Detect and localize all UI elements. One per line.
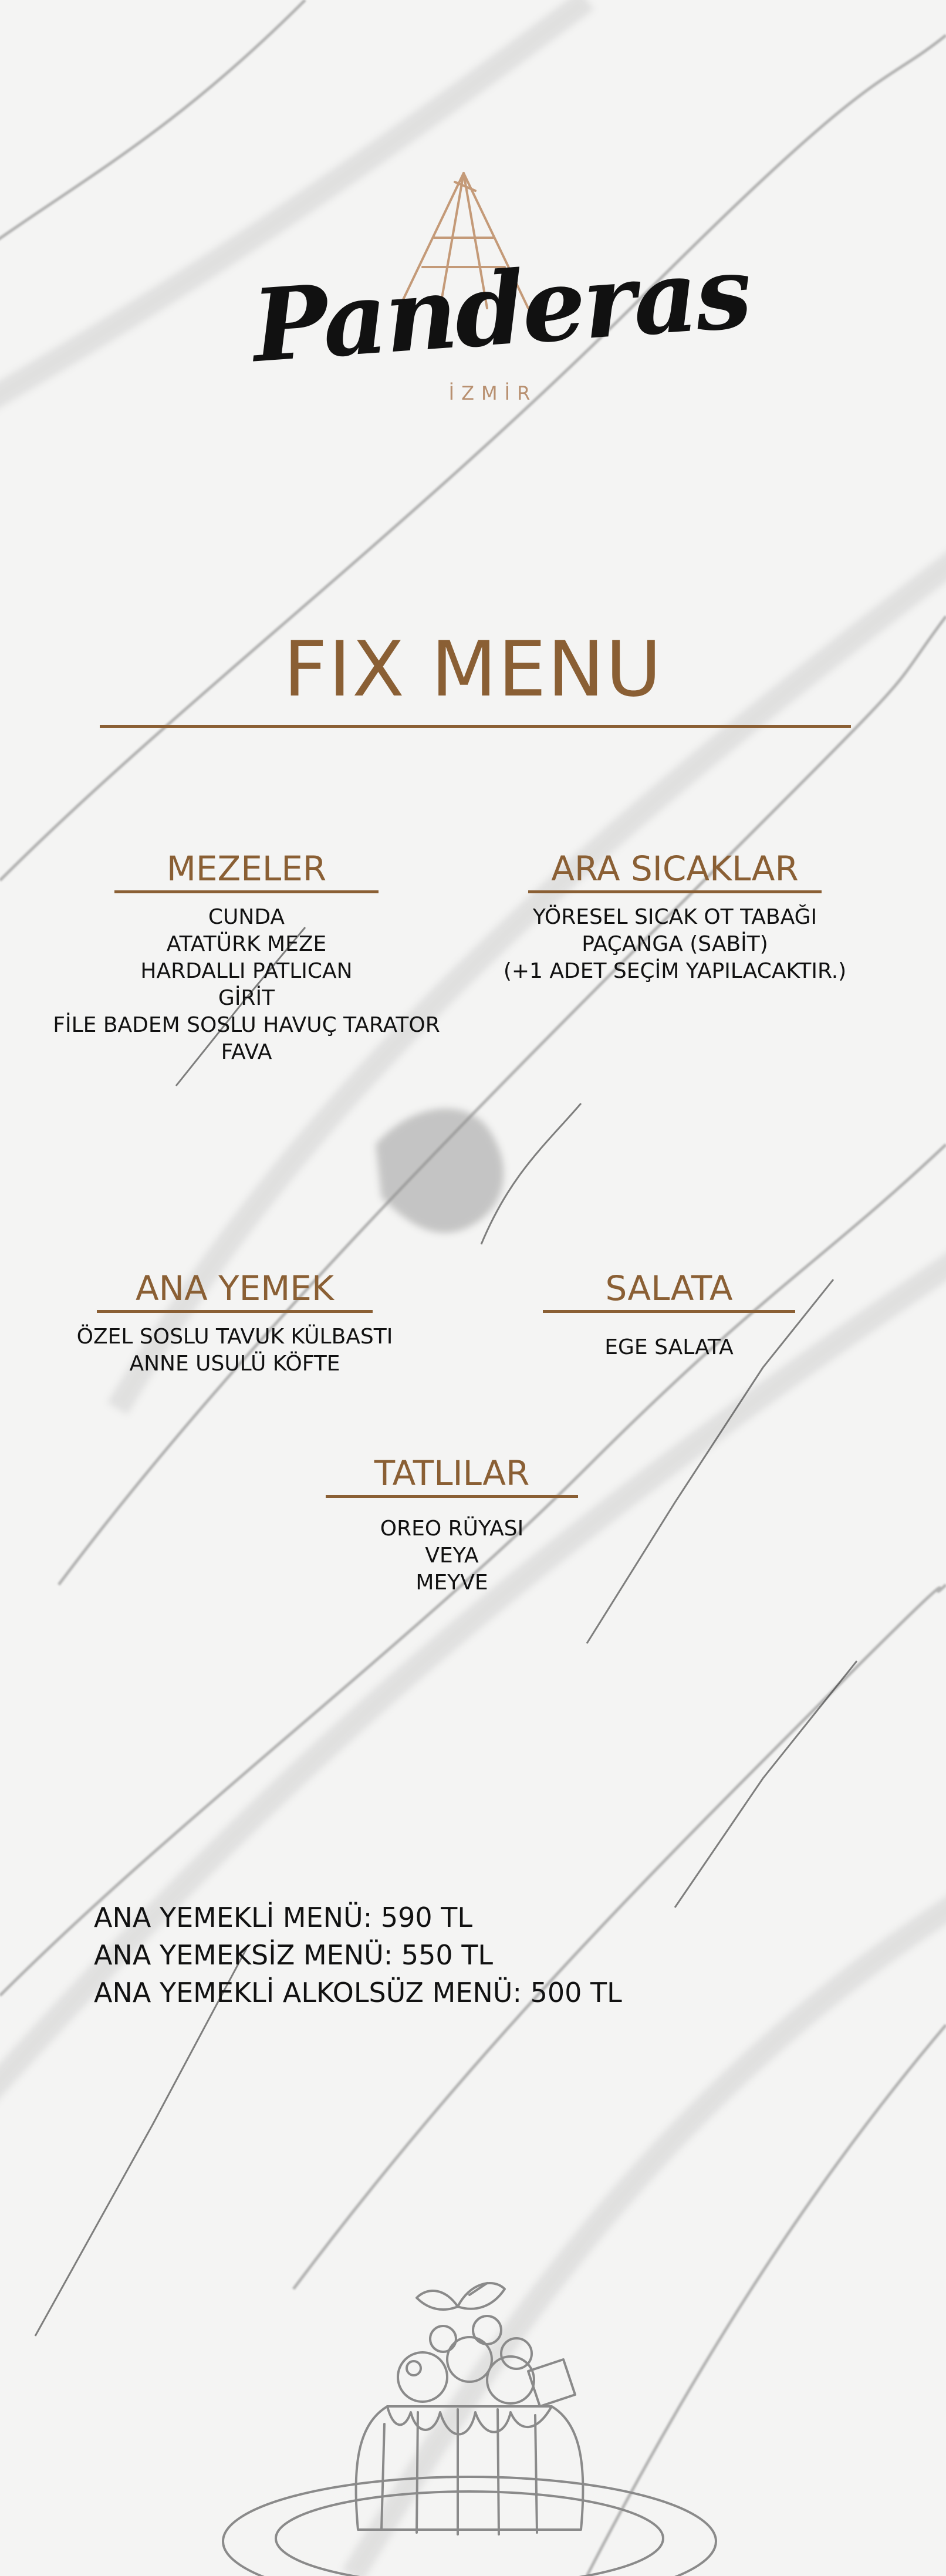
menu-item: ANNE USULÜ KÖFTE <box>129 1352 340 1376</box>
dessert-illustration-icon <box>211 2271 728 2576</box>
section-tatlilar <box>293 1453 610 1596</box>
section-ara-sicaklar <box>481 848 869 985</box>
section-title-tatlilar: TATLILAR <box>374 1453 530 1493</box>
section-items-ara-sicaklar <box>481 904 869 985</box>
section-mezeler <box>47 848 446 1066</box>
page-title: FIX MENU <box>283 624 663 714</box>
menu-item: FAVA <box>221 1040 272 1064</box>
price-line: ANA YEMEKSİZ MENÜ: 550 TL <box>94 1939 494 1971</box>
title-underline <box>100 725 851 728</box>
brand-name: Panderas <box>248 233 754 386</box>
menu-item: PAÇANGA (SABİT) <box>582 932 768 956</box>
menu-item: YÖRESEL SICAK OT TABAĞI <box>532 905 817 929</box>
section-underline <box>114 890 379 893</box>
price-line: ANA YEMEKLİ ALKOLSÜZ MENÜ: 500 TL <box>94 1977 622 2008</box>
section-title-ana-yemek: ANA YEMEK <box>136 1268 334 1308</box>
section-salata <box>516 1268 822 1361</box>
section-underline <box>528 890 822 893</box>
section-items-tatlilar <box>293 1515 610 1596</box>
menu-item: CUNDA <box>208 905 285 929</box>
section-ana-yemek <box>47 1268 423 1378</box>
section-title-mezeler: MEZELER <box>166 849 327 889</box>
section-items-ana-yemek <box>47 1324 423 1378</box>
menu-item: ATATÜRK MEZE <box>166 932 327 956</box>
section-title-ara-sicaklar: ARA SICAKLAR <box>551 849 799 889</box>
section-underline <box>97 1310 373 1313</box>
menu-item: (+1 ADET SEÇİM YAPILACAKTIR.) <box>503 959 847 983</box>
section-items-mezeler <box>47 904 446 1066</box>
brand-city: İZMİR <box>448 382 538 404</box>
menu-item: OREO RÜYASI <box>380 1517 524 1541</box>
section-title-salata: SALATA <box>605 1268 733 1308</box>
section-underline <box>543 1310 795 1313</box>
menu-item: EGE SALATA <box>604 1335 734 1359</box>
menu-item: VEYA <box>425 1544 479 1568</box>
price-list <box>94 1899 798 2011</box>
menu-item: MEYVE <box>415 1571 488 1595</box>
section-items-salata <box>516 1334 822 1361</box>
menu-item: ÖZEL SOSLU TAVUK KÜLBASTI <box>76 1325 393 1349</box>
menu-item: GİRİT <box>218 986 275 1010</box>
price-line: ANA YEMEKLİ MENÜ: 590 TL <box>94 1902 472 1933</box>
menu-item: FİLE BADEM SOSLU HAVUÇ TARATOR <box>53 1013 440 1037</box>
section-underline <box>326 1495 578 1498</box>
menu-item: HARDALLI PATLICAN <box>140 959 353 983</box>
